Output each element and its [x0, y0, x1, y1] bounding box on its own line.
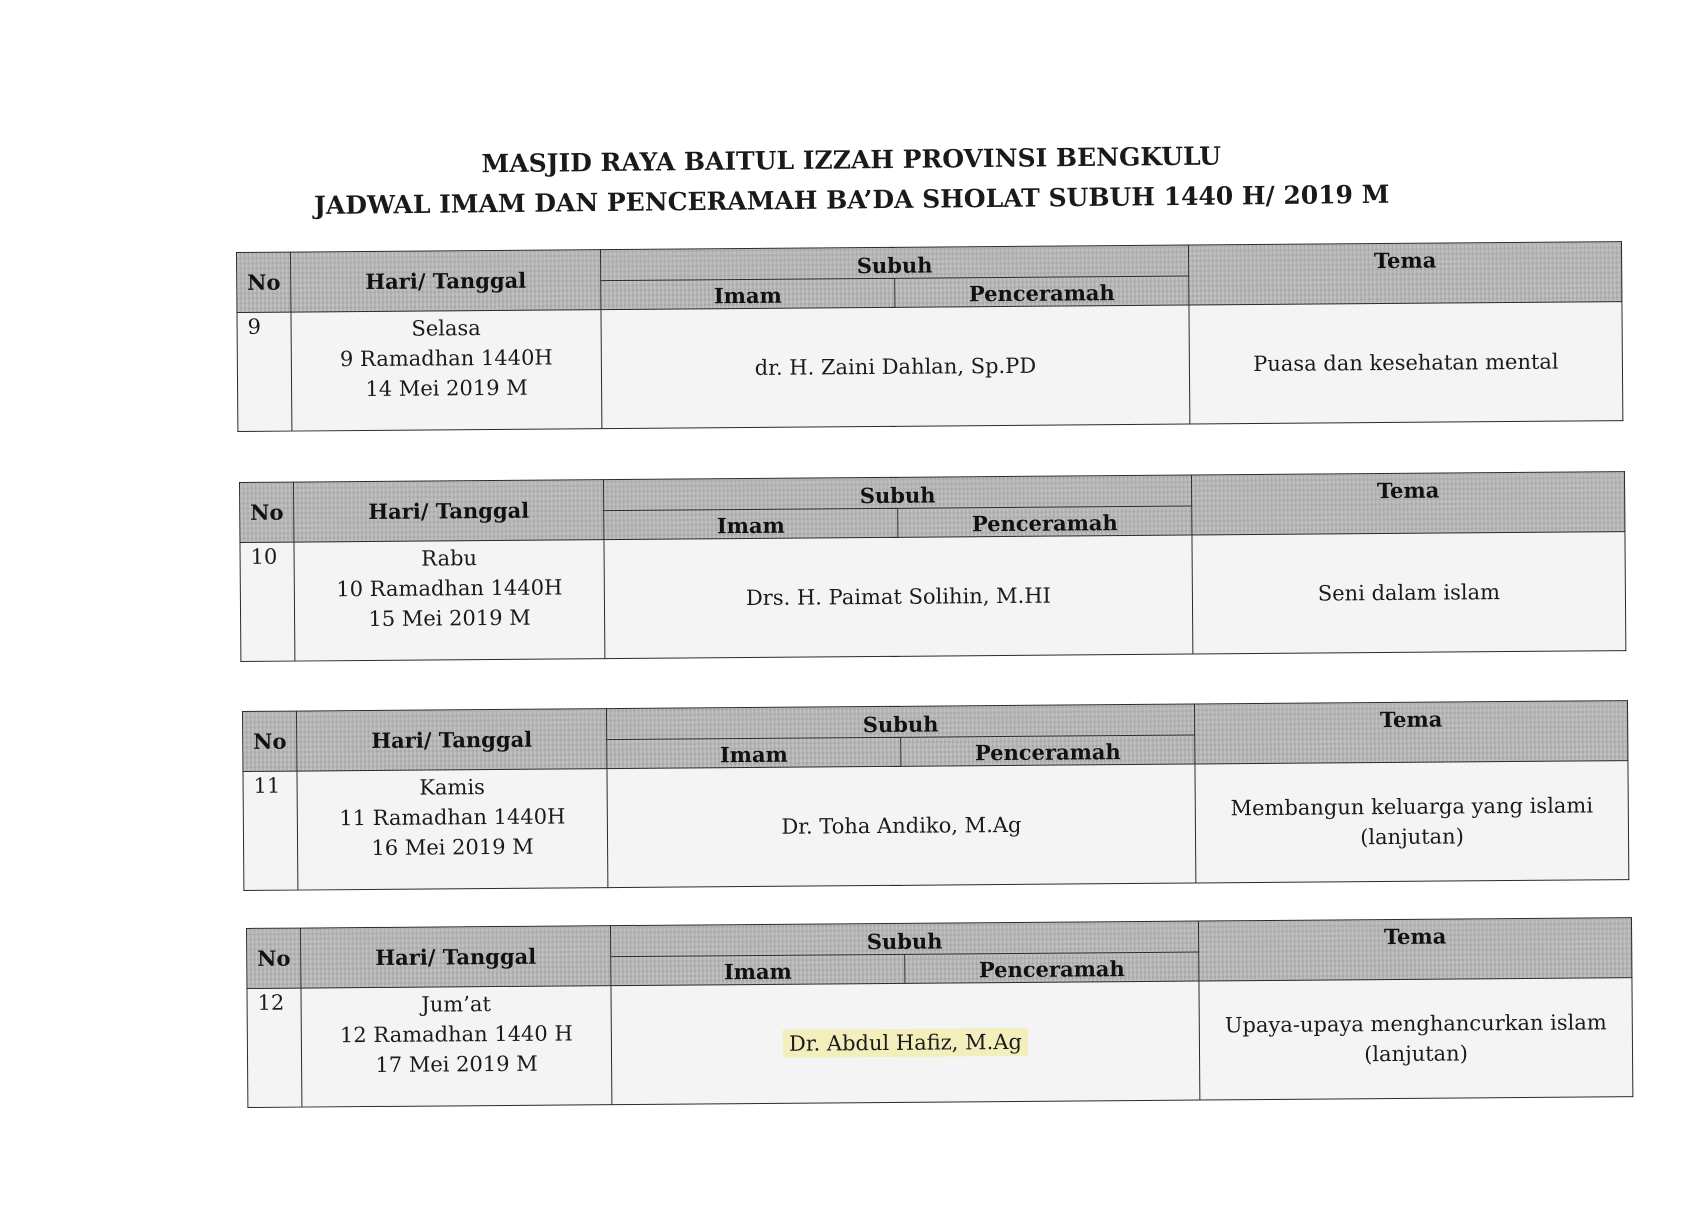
row-hijri-date: 12 Ramadhan 1440 H — [339, 1021, 573, 1048]
column-header-subuh: Subuh — [610, 921, 1198, 957]
column-header-tanggal: Hari/ Tanggal — [294, 480, 604, 542]
theme-line: (lanjutan) — [1360, 824, 1464, 850]
row-number: 11 — [243, 771, 298, 890]
page-title: MASJID RAYA BAITUL IZZAH PROVINSI BENGKULU — [481, 141, 1222, 179]
row-number: 12 — [247, 988, 302, 1107]
theme-line: Membangun keluarga yang islami — [1230, 793, 1594, 821]
column-header-no: No — [237, 252, 291, 312]
table-row — [247, 978, 1633, 1108]
row-date — [291, 310, 602, 431]
row-speaker — [607, 764, 1196, 888]
column-header-tema: Tema — [1198, 918, 1631, 981]
column-header-no: No — [243, 711, 297, 771]
page-header — [0, 131, 1703, 229]
schedule-table-1 — [236, 241, 1623, 432]
row-hijri-date: 11 Ramadhan 1440H — [339, 804, 566, 831]
speaker-name: Dr. Toha Andiko, M.Ag — [781, 812, 1022, 839]
row-masehi-date: 16 Mei 2019 M — [371, 834, 534, 860]
page-subtitle: JADWAL IMAM DAN PENCERAMAH BA’DA SHOLAT SUBUH 1440 H/ 2019 M — [313, 179, 1390, 221]
theme-line: Seni dalam islam — [1317, 580, 1501, 606]
column-header-no: No — [240, 482, 294, 542]
row-number: 9 — [237, 312, 292, 431]
row-speaker — [601, 305, 1190, 429]
schedule-table-3 — [242, 700, 1629, 891]
column-header-penceramah: Penceramah — [895, 276, 1189, 307]
column-header-penceramah: Penceramah — [905, 952, 1199, 983]
column-header-subuh: Subuh — [603, 475, 1191, 511]
theme-line: (lanjutan) — [1364, 1041, 1468, 1067]
theme-line: Puasa dan kesehatan mental — [1253, 349, 1559, 377]
row-hijri-date: 10 Ramadhan 1440H — [336, 575, 563, 602]
column-header-penceramah: Penceramah — [898, 506, 1192, 537]
column-header-imam: Imam — [607, 737, 901, 768]
column-header-tema: Tema — [1191, 472, 1624, 535]
column-header-subuh: Subuh — [600, 245, 1188, 281]
row-date — [297, 769, 608, 890]
table-row — [240, 532, 1626, 662]
speaker-name-highlighted: Dr. Abdul Hafiz, M.Ag — [783, 1028, 1028, 1058]
row-date — [294, 540, 605, 661]
row-number: 10 — [240, 542, 295, 661]
speaker-name: dr. H. Zaini Dahlan, Sp.PD — [754, 353, 1037, 380]
schedule-table-4 — [246, 917, 1633, 1108]
column-header-tema: Tema — [1188, 242, 1621, 305]
row-day: Rabu — [421, 546, 478, 571]
row-masehi-date: 15 Mei 2019 M — [368, 605, 531, 631]
row-theme — [1189, 302, 1623, 424]
row-theme — [1195, 761, 1629, 883]
table-row — [237, 302, 1623, 432]
row-theme — [1199, 978, 1633, 1100]
column-header-tanggal: Hari/ Tanggal — [297, 709, 607, 771]
row-day: Selasa — [411, 316, 481, 341]
column-header-no: No — [247, 928, 301, 988]
column-header-imam: Imam — [601, 278, 895, 309]
column-header-imam: Imam — [611, 954, 905, 985]
schedule-table-2 — [239, 471, 1626, 662]
table-row — [243, 761, 1629, 891]
row-day: Kamis — [419, 775, 486, 800]
row-theme — [1192, 532, 1626, 654]
row-masehi-date: 14 Mei 2019 M — [365, 375, 528, 401]
column-header-tanggal: Hari/ Tanggal — [301, 926, 611, 988]
column-header-tema: Tema — [1194, 701, 1627, 764]
column-header-tanggal: Hari/ Tanggal — [291, 250, 601, 312]
speaker-name: Drs. H. Paimat Solihin, M.HI — [745, 583, 1052, 611]
theme-line: Upaya-upaya menghancurkan islam — [1224, 1010, 1607, 1038]
row-masehi-date: 17 Mei 2019 M — [375, 1051, 538, 1077]
row-speaker — [604, 535, 1193, 659]
row-date — [301, 986, 612, 1107]
row-hijri-date: 9 Ramadhan 1440H — [339, 345, 553, 372]
column-header-penceramah: Penceramah — [901, 735, 1195, 766]
row-day: Jum’at — [421, 992, 491, 1017]
row-speaker — [611, 981, 1200, 1105]
column-header-imam: Imam — [604, 508, 898, 539]
column-header-subuh: Subuh — [606, 704, 1194, 740]
